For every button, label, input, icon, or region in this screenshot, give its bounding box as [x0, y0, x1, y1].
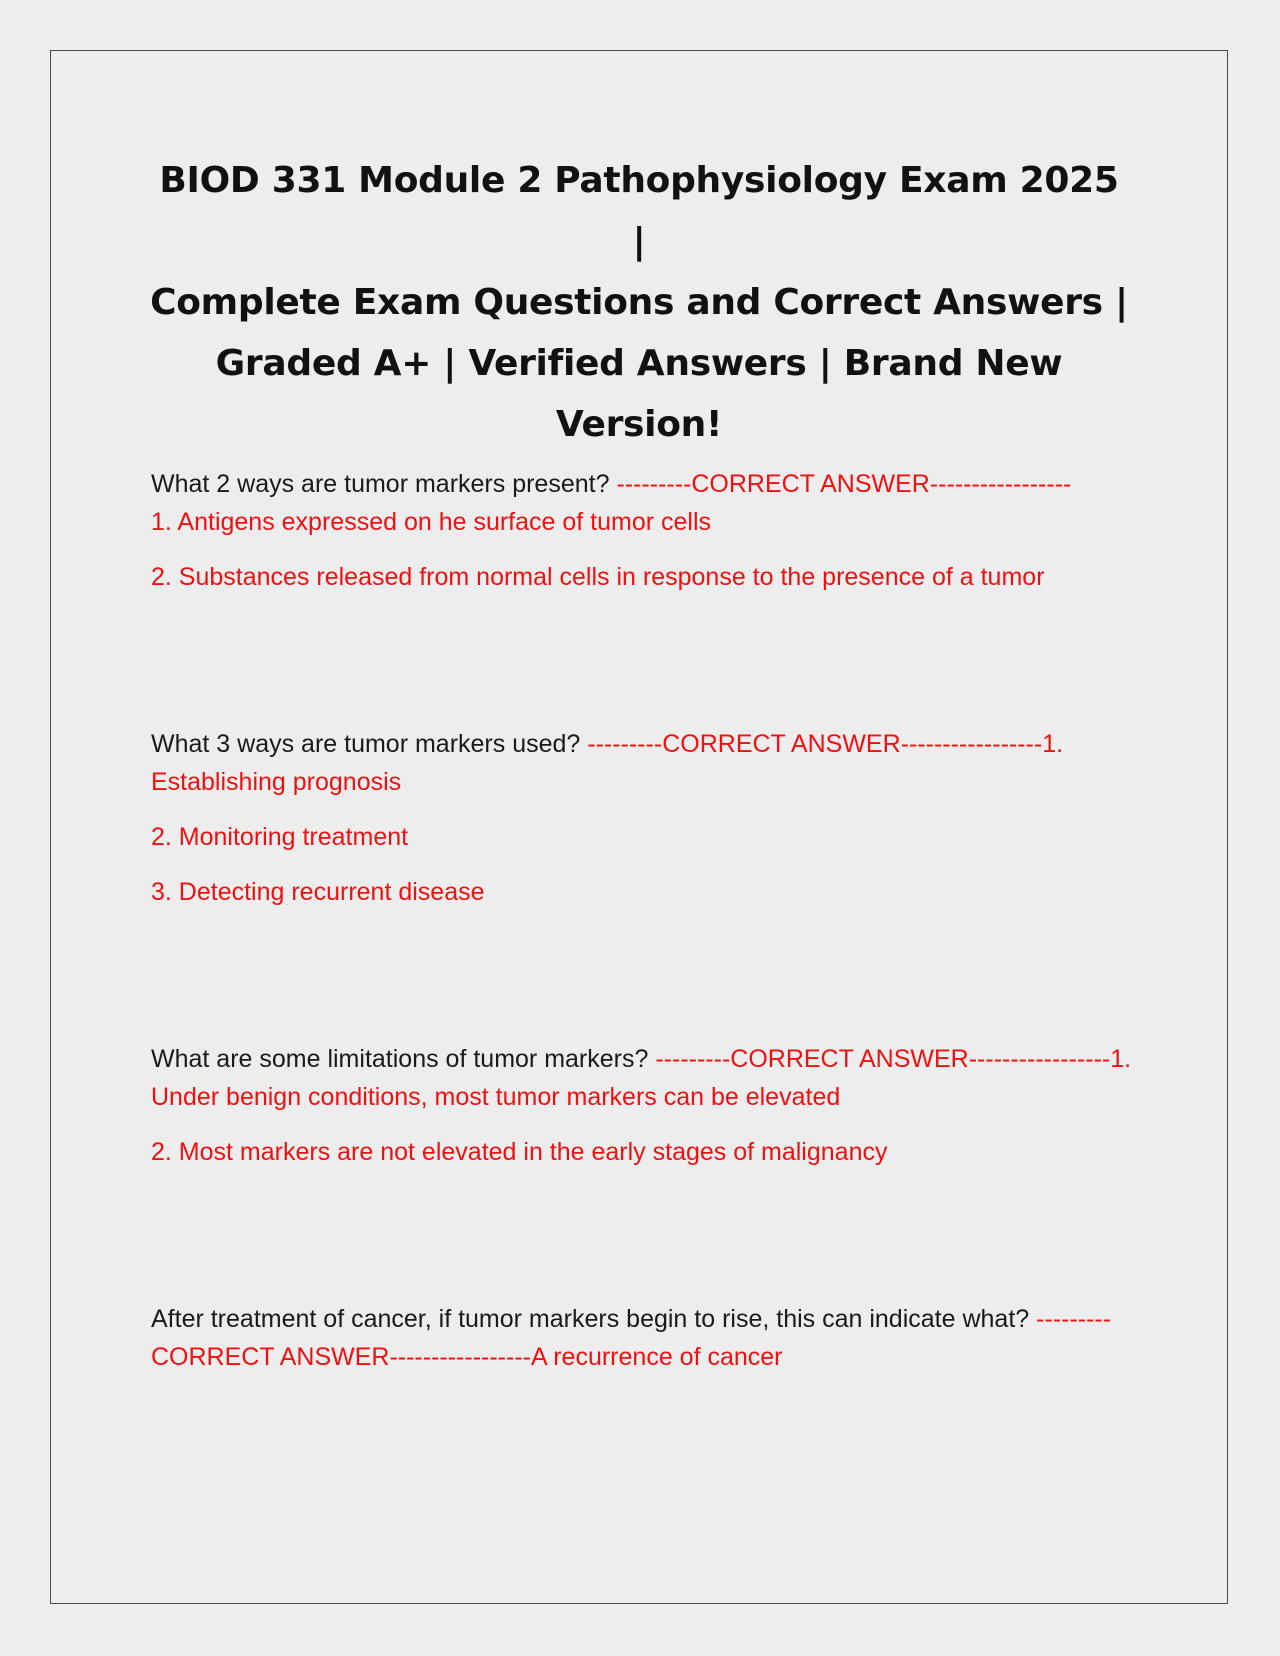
- question-text: What are some limitations of tumor markers?: [151, 1045, 649, 1073]
- document-title: [150, 150, 1128, 455]
- qa-block: [151, 1300, 1141, 1376]
- qa-question-paragraph: [151, 1040, 1141, 1116]
- correct-answer-marker: ---------CORRECT ANSWER-----------------: [655, 1045, 1111, 1073]
- answer-line: 2. Substances released from normal cells in response to the presence of a tumor: [151, 563, 1045, 591]
- question-text: What 2 ways are tumor markers present?: [151, 470, 610, 498]
- qa-question-paragraph: [151, 1300, 1141, 1376]
- question-text: What 3 ways are tumor markers used?: [151, 730, 581, 758]
- title-line: Complete Exam Questions and Correct Answers |: [150, 282, 1128, 323]
- title-line: Version!: [555, 404, 723, 445]
- answer-text: 1. Under benign conditions, most tumor markers can be elevated: [151, 1045, 1132, 1111]
- title-line: Graded A+ | Verified Answers | Brand New: [215, 343, 1063, 384]
- answer-line: 3. Detecting recurrent disease: [151, 878, 485, 906]
- answer-line: 2. Most markers are not elevated in the early stages of malignancy: [151, 1138, 888, 1166]
- qa-question-paragraph: [151, 725, 1141, 801]
- question-text: After treatment of cancer, if tumor markers begin to rise, this can indicate what?: [151, 1305, 1030, 1333]
- qa-block: [151, 465, 1141, 596]
- correct-answer-marker: ---------CORRECT ANSWER-----------------: [616, 470, 1072, 498]
- qa-block: [151, 1040, 1141, 1171]
- answer-text: 1. Establishing prognosis: [151, 730, 1064, 796]
- answer-line: 2. Monitoring treatment: [151, 823, 409, 851]
- answer-text: A recurrence of cancer: [530, 1343, 783, 1371]
- qa-block: [151, 725, 1141, 911]
- qa-question-paragraph: [151, 465, 1141, 541]
- correct-answer-marker: ---------CORRECT ANSWER-----------------: [151, 1305, 1112, 1371]
- correct-answer-marker: ---------CORRECT ANSWER-----------------: [587, 730, 1043, 758]
- title-line: BIOD 331 Module 2 Pathophysiology Exam 2025 |: [159, 160, 1119, 262]
- answer-text: 1. Antigens expressed on he surface of tumor cells: [151, 508, 712, 536]
